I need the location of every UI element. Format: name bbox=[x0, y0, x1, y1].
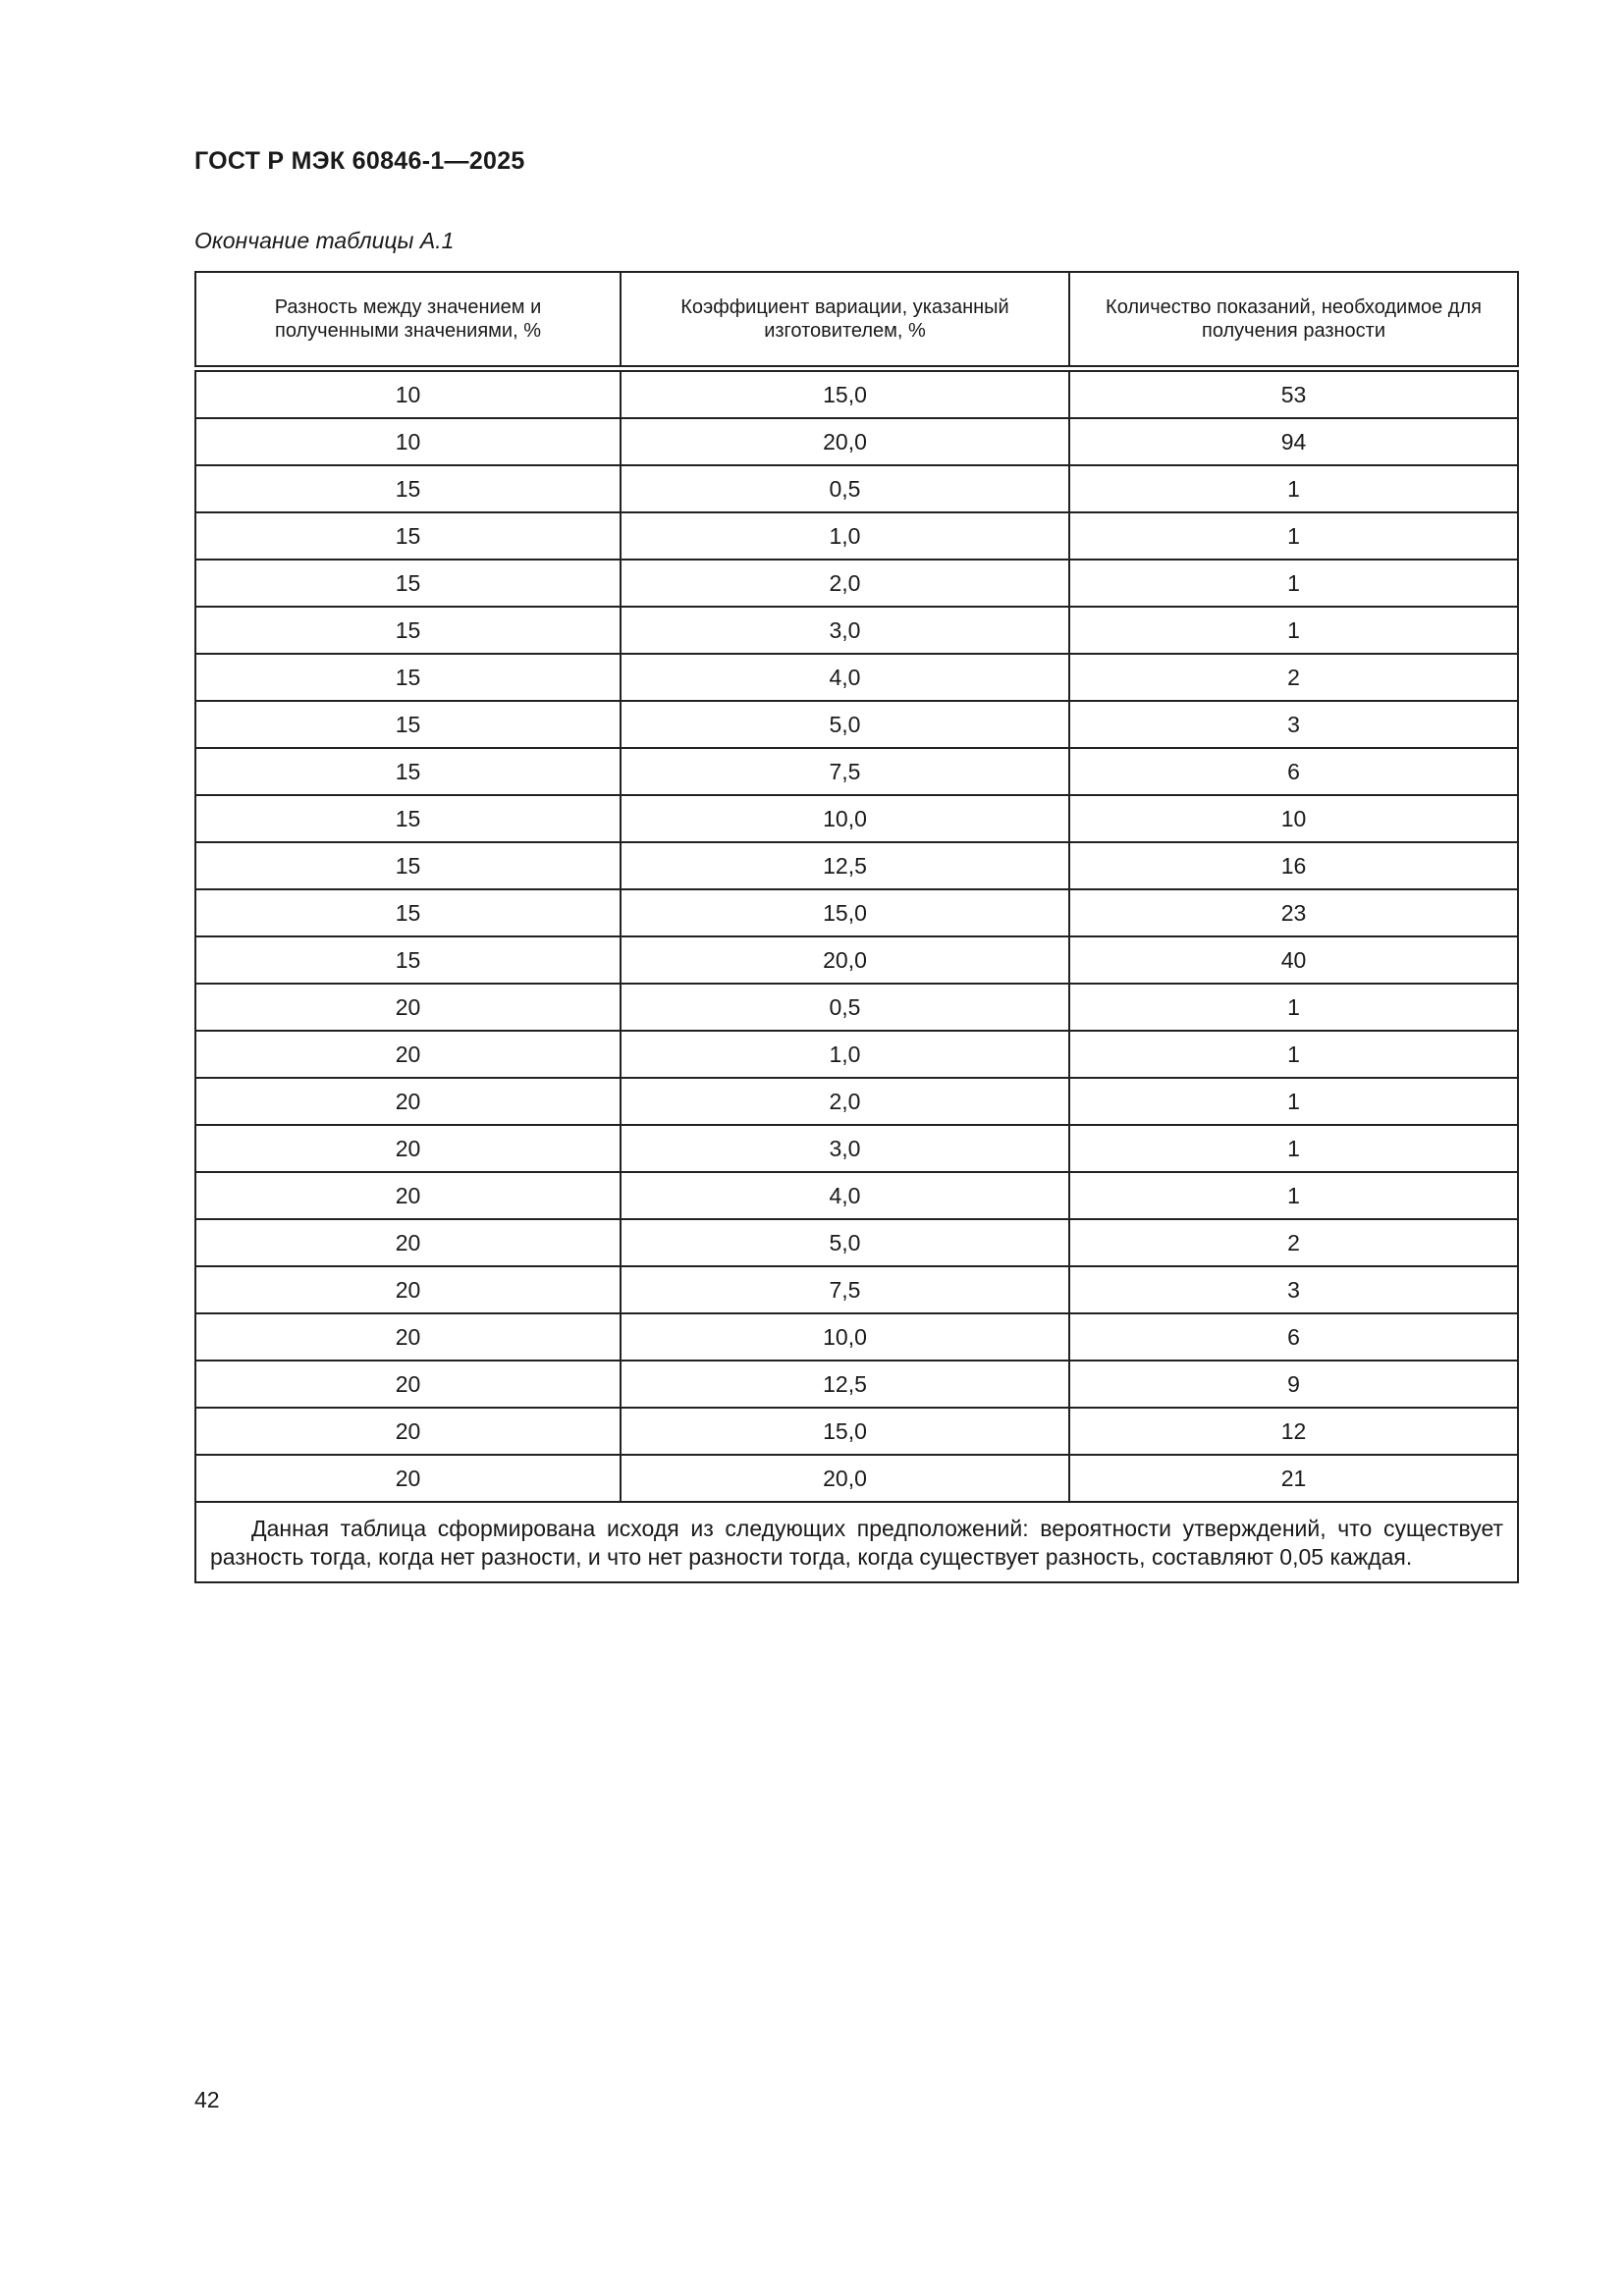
cell-variation-coefficient: 0,5 bbox=[621, 984, 1069, 1031]
table-row bbox=[195, 701, 1518, 748]
cell-difference: 15 bbox=[195, 654, 621, 701]
cell-readings-count: 1 bbox=[1069, 984, 1518, 1031]
cell-variation-coefficient: 4,0 bbox=[621, 654, 1069, 701]
table-row bbox=[195, 1078, 1518, 1125]
cell-readings-count: 16 bbox=[1069, 842, 1518, 889]
cell-difference: 20 bbox=[195, 1408, 621, 1455]
cell-difference: 10 bbox=[195, 418, 621, 465]
table-row bbox=[195, 1455, 1518, 1502]
page-number: 42 bbox=[194, 2087, 220, 2112]
cell-difference: 20 bbox=[195, 1313, 621, 1361]
cell-variation-coefficient: 12,5 bbox=[621, 842, 1069, 889]
cell-readings-count: 1 bbox=[1069, 1031, 1518, 1078]
cell-variation-coefficient: 4,0 bbox=[621, 1172, 1069, 1219]
table-header-row bbox=[195, 272, 1518, 369]
table-row bbox=[195, 654, 1518, 701]
table-row bbox=[195, 560, 1518, 607]
cell-difference: 20 bbox=[195, 1266, 621, 1313]
table-row bbox=[195, 842, 1518, 889]
cell-difference: 20 bbox=[195, 1455, 621, 1502]
cell-variation-coefficient: 10,0 bbox=[621, 795, 1069, 842]
cell-readings-count: 94 bbox=[1069, 418, 1518, 465]
table-row bbox=[195, 1266, 1518, 1313]
cell-variation-coefficient: 15,0 bbox=[621, 369, 1069, 419]
table-row bbox=[195, 1408, 1518, 1455]
table-note: Данная таблица сформирована исходя из следующих предположений: вероятности утверждений, что существует разность тогда, когда нет разности, и что нет разности тогда, когда существует разность, составляют 0,05 каждая. bbox=[210, 1516, 1503, 1570]
cell-difference: 10 bbox=[195, 369, 621, 419]
cell-difference: 20 bbox=[195, 1125, 621, 1172]
cell-variation-coefficient: 3,0 bbox=[621, 607, 1069, 654]
cell-difference: 15 bbox=[195, 889, 621, 936]
table-row bbox=[195, 1313, 1518, 1361]
cell-variation-coefficient: 20,0 bbox=[621, 1455, 1069, 1502]
cell-readings-count: 10 bbox=[1069, 795, 1518, 842]
table-row bbox=[195, 795, 1518, 842]
cell-readings-count: 1 bbox=[1069, 1078, 1518, 1125]
table-caption: Окончание таблицы А.1 bbox=[194, 228, 455, 253]
table-row bbox=[195, 1172, 1518, 1219]
cell-readings-count: 9 bbox=[1069, 1361, 1518, 1408]
table-row bbox=[195, 1361, 1518, 1408]
table-row bbox=[195, 1219, 1518, 1266]
cell-variation-coefficient: 0,5 bbox=[621, 465, 1069, 512]
cell-difference: 15 bbox=[195, 795, 621, 842]
cell-difference: 20 bbox=[195, 1361, 621, 1408]
cell-variation-coefficient: 2,0 bbox=[621, 1078, 1069, 1125]
cell-readings-count: 1 bbox=[1069, 560, 1518, 607]
table-row bbox=[195, 936, 1518, 984]
cell-readings-count: 1 bbox=[1069, 1125, 1518, 1172]
cell-readings-count: 1 bbox=[1069, 465, 1518, 512]
cell-readings-count: 2 bbox=[1069, 1219, 1518, 1266]
cell-readings-count: 3 bbox=[1069, 701, 1518, 748]
table-row bbox=[195, 418, 1518, 465]
cell-difference: 15 bbox=[195, 512, 621, 560]
table-row bbox=[195, 465, 1518, 512]
cell-readings-count: 12 bbox=[1069, 1408, 1518, 1455]
table-row bbox=[195, 748, 1518, 795]
cell-difference: 20 bbox=[195, 1031, 621, 1078]
cell-variation-coefficient: 1,0 bbox=[621, 512, 1069, 560]
cell-variation-coefficient: 12,5 bbox=[621, 1361, 1069, 1408]
column-header-variation-coefficient: Коэффициент вариации, указанный изготовителем, % bbox=[621, 272, 1069, 369]
column-header-difference: Разность между значением и полученными значениями, % bbox=[195, 272, 621, 369]
table-row bbox=[195, 1125, 1518, 1172]
cell-variation-coefficient: 2,0 bbox=[621, 560, 1069, 607]
cell-readings-count: 3 bbox=[1069, 1266, 1518, 1313]
data-table bbox=[194, 271, 1519, 1583]
cell-variation-coefficient: 20,0 bbox=[621, 936, 1069, 984]
cell-variation-coefficient: 20,0 bbox=[621, 418, 1069, 465]
cell-difference: 15 bbox=[195, 842, 621, 889]
cell-variation-coefficient: 1,0 bbox=[621, 1031, 1069, 1078]
table-row bbox=[195, 889, 1518, 936]
cell-variation-coefficient: 15,0 bbox=[621, 889, 1069, 936]
cell-difference: 15 bbox=[195, 560, 621, 607]
cell-difference: 20 bbox=[195, 1219, 621, 1266]
cell-variation-coefficient: 3,0 bbox=[621, 1125, 1069, 1172]
cell-difference: 20 bbox=[195, 984, 621, 1031]
table-note-row bbox=[195, 1502, 1518, 1582]
cell-readings-count: 21 bbox=[1069, 1455, 1518, 1502]
cell-readings-count: 53 bbox=[1069, 369, 1518, 419]
table-row bbox=[195, 369, 1518, 419]
document-code: ГОСТ Р МЭК 60846-1—2025 bbox=[194, 147, 525, 175]
cell-difference: 20 bbox=[195, 1172, 621, 1219]
cell-readings-count: 6 bbox=[1069, 1313, 1518, 1361]
cell-difference: 20 bbox=[195, 1078, 621, 1125]
table-row bbox=[195, 984, 1518, 1031]
cell-readings-count: 1 bbox=[1069, 607, 1518, 654]
cell-difference: 15 bbox=[195, 701, 621, 748]
cell-variation-coefficient: 5,0 bbox=[621, 1219, 1069, 1266]
cell-variation-coefficient: 5,0 bbox=[621, 701, 1069, 748]
cell-readings-count: 23 bbox=[1069, 889, 1518, 936]
cell-variation-coefficient: 7,5 bbox=[621, 748, 1069, 795]
cell-variation-coefficient: 15,0 bbox=[621, 1408, 1069, 1455]
cell-difference: 15 bbox=[195, 607, 621, 654]
cell-readings-count: 40 bbox=[1069, 936, 1518, 984]
table-row bbox=[195, 607, 1518, 654]
cell-readings-count: 1 bbox=[1069, 512, 1518, 560]
table-row bbox=[195, 1031, 1518, 1078]
cell-variation-coefficient: 10,0 bbox=[621, 1313, 1069, 1361]
table-row bbox=[195, 512, 1518, 560]
table-note-cell bbox=[195, 1502, 1518, 1582]
table-body bbox=[195, 369, 1518, 1503]
cell-difference: 15 bbox=[195, 748, 621, 795]
cell-readings-count: 6 bbox=[1069, 748, 1518, 795]
column-header-readings-count: Количество показаний, необходимое для получения разности bbox=[1069, 272, 1518, 369]
cell-variation-coefficient: 7,5 bbox=[621, 1266, 1069, 1313]
cell-readings-count: 2 bbox=[1069, 654, 1518, 701]
cell-readings-count: 1 bbox=[1069, 1172, 1518, 1219]
cell-difference: 15 bbox=[195, 465, 621, 512]
cell-difference: 15 bbox=[195, 936, 621, 984]
